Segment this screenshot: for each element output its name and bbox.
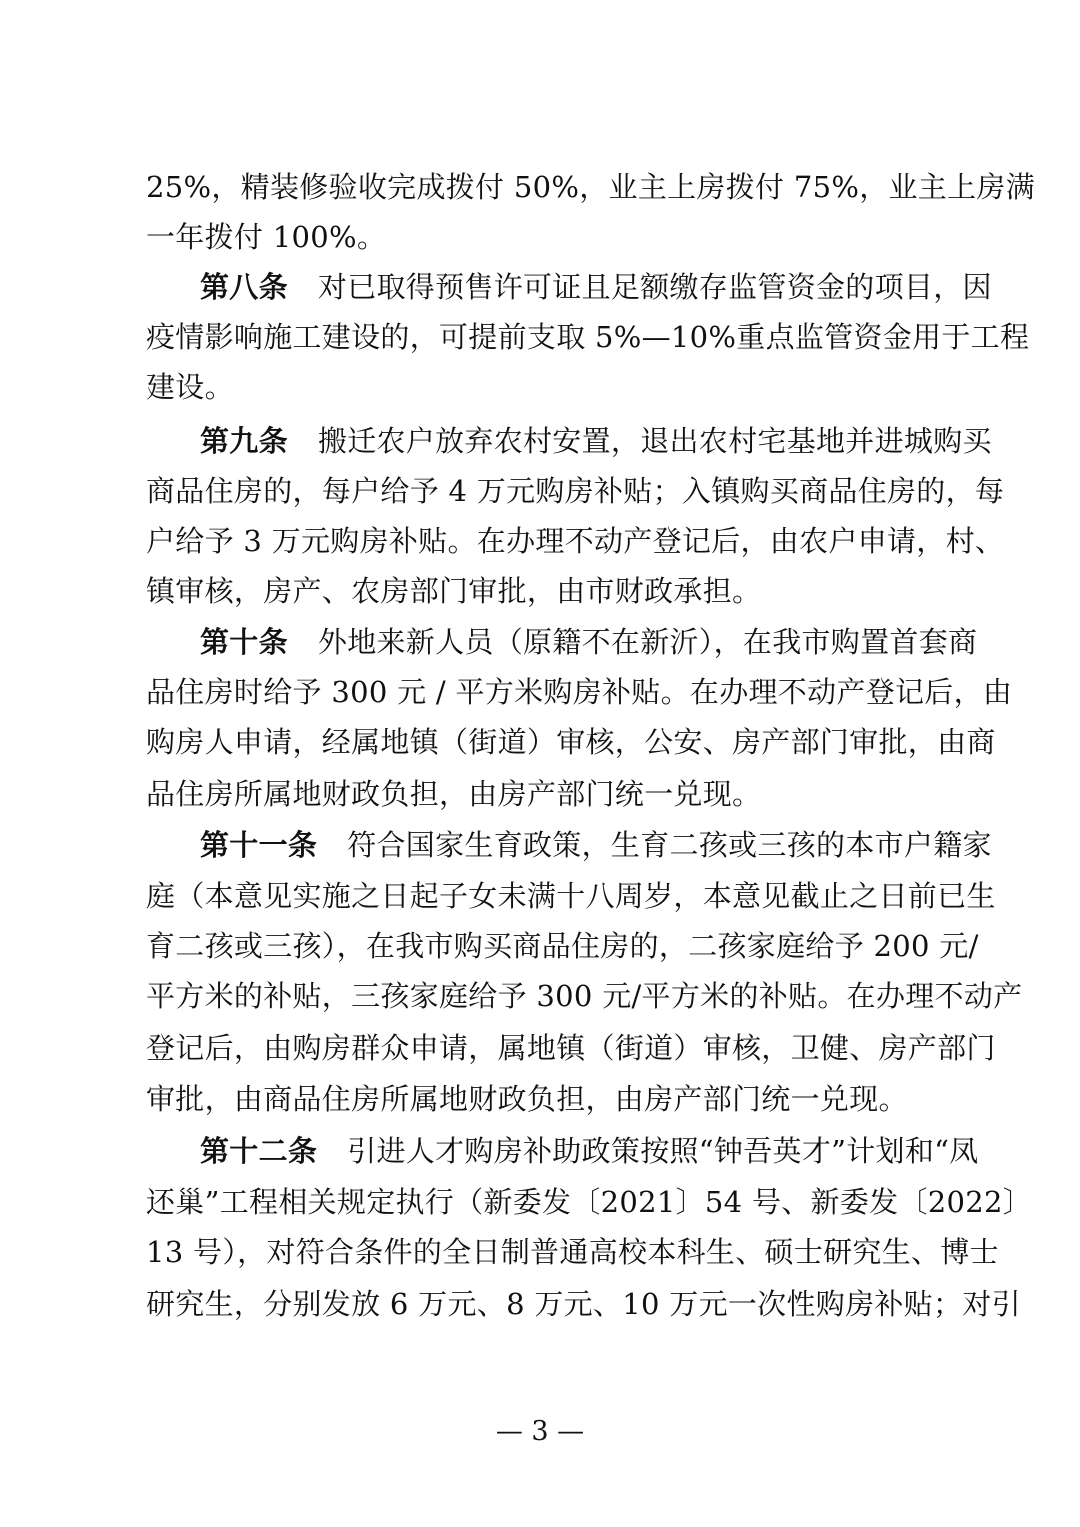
paragraph-line: 研究生，分别发放 6 万元、8 万元、10 万元一次性购房补贴；对引 xyxy=(146,1287,1021,1321)
paragraph-line: 25%，精装修验收完成拨付 50%，业主上房拨付 75%，业主上房满 xyxy=(146,170,1036,204)
paragraph-text: 搬迁农户放弃农村安置，退出农村宅基地并进城购买 xyxy=(317,424,992,458)
paragraph-line: 户给予 3 万元购房补贴。在办理不动产登记后，由农户申请，村、 xyxy=(146,524,1005,558)
paragraph-line: 平方米的补贴，三孩家庭给予 300 元/平方米的补贴。在办理不动产 xyxy=(146,979,1023,1013)
article-heading: 第十条 xyxy=(200,625,288,659)
article-heading: 第八条 xyxy=(200,270,288,304)
paragraph-line: 商品住房的，每户给予 4 万元购房补贴；入镇购买商品住房的，每 xyxy=(146,474,1005,508)
paragraph-line: 还巢”工程相关规定执行（新委发〔2021〕54 号、新委发〔2022〕 xyxy=(146,1185,1033,1219)
article-heading: 第九条 xyxy=(200,424,288,458)
article-heading: 第十二条 xyxy=(200,1134,318,1168)
article-11-first-line xyxy=(200,825,992,865)
paragraph-line: 育二孩或三孩），在我市购买商品住房的，二孩家庭给予 200 元/ xyxy=(146,929,979,963)
paragraph-line: 登记后，由购房群众申请，属地镇（街道）审核，卫健、房产部门 xyxy=(146,1031,996,1065)
paragraph-text: 引进人才购房补助政策按照“钟吾英才”计划和“凤 xyxy=(347,1134,979,1168)
article-9-first-line xyxy=(200,421,992,461)
paragraph-text: 符合国家生育政策，生育二孩或三孩的本市户籍家 xyxy=(347,828,992,862)
paragraph-text: 对已取得预售许可证且足额缴存监管资金的项目，因 xyxy=(317,270,992,304)
paragraph-line: 镇审核，房产、农房部门审批，由市财政承担。 xyxy=(146,574,762,608)
paragraph-line: 品住房时给予 300 元 / 平方米购房补贴。在办理不动产登记后，由 xyxy=(146,675,1013,709)
page-number: — 3 — xyxy=(495,1416,585,1447)
article-12-first-line xyxy=(200,1131,979,1171)
paragraph-line: 一年拨付 100%。 xyxy=(146,220,387,254)
paragraph-line: 疫情影响施工建设的，可提前支取 5%—10%重点监管资金用于工程 xyxy=(146,320,1030,354)
paragraph-line: 审批，由商品住房所属地财政负担，由房产部门统一兑现。 xyxy=(146,1082,908,1116)
article-10-first-line xyxy=(200,622,978,662)
paragraph-line: 品住房所属地财政负担，由房产部门统一兑现。 xyxy=(146,777,762,811)
paragraph-line: 庭（本意见实施之日起子女未满十八周岁，本意见截止之日前已生 xyxy=(146,879,996,913)
article-heading: 第十一条 xyxy=(200,828,318,862)
paragraph-line: 13 号），对符合条件的全日制普通高校本科生、硕士研究生、博士 xyxy=(146,1235,999,1269)
paragraph-text: 外地来新人员（原籍不在新沂），在我市购置首套商 xyxy=(317,625,978,659)
paragraph-line: 建设。 xyxy=(146,370,234,404)
article-8-first-line xyxy=(200,267,992,307)
paragraph-line: 购房人申请，经属地镇（街道）审核，公安、房产部门审批，由商 xyxy=(146,725,996,759)
